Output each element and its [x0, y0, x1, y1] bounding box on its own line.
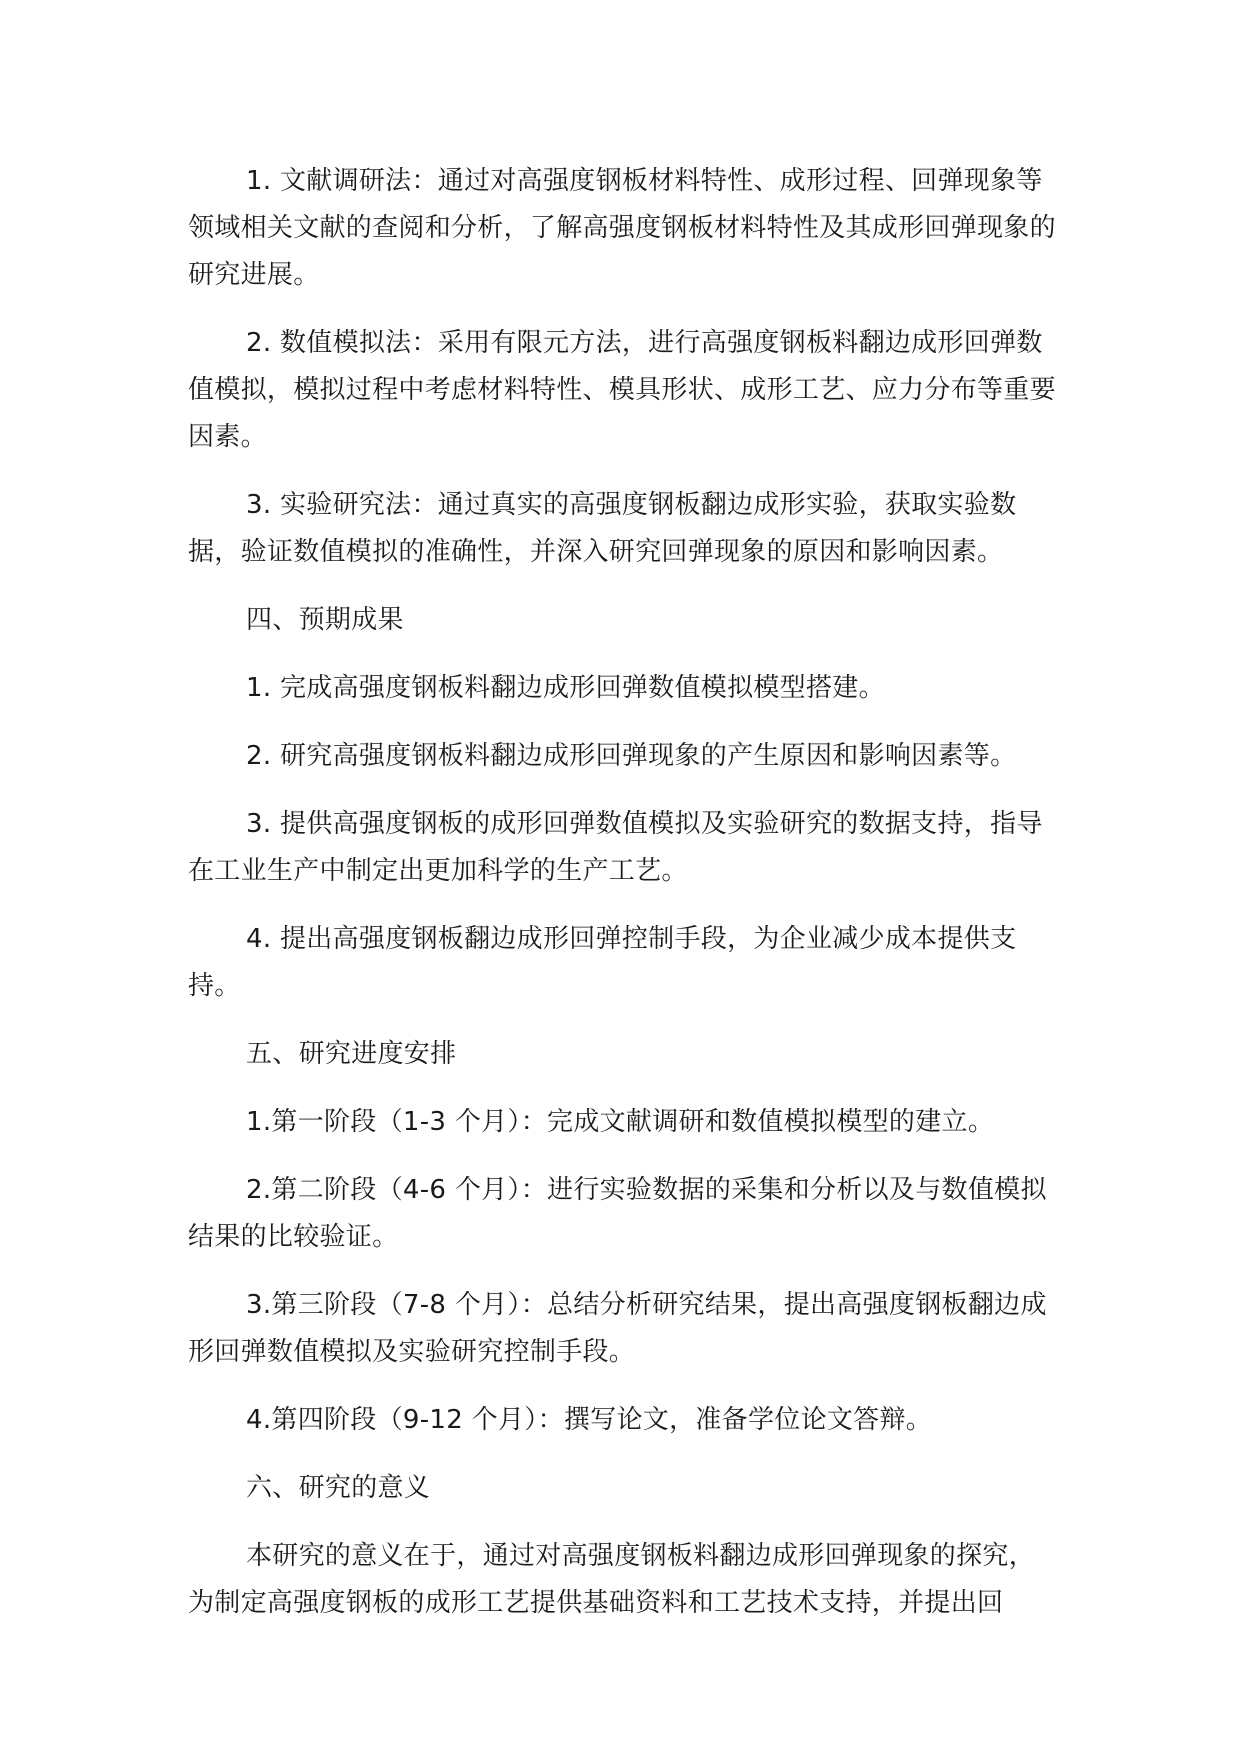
result-item-2: 2. 研究高强度钢板料翻边成形回弹现象的产生原因和影响因素等。 [246, 741, 1017, 771]
section-heading-significance: 六、研究的意义 [246, 1473, 431, 1503]
result-item-3: 3. 提供高强度钢板的成形回弹数值模拟及实验研究的数据支持，指导在工业生产中制定出更加科学的生产工艺。 [188, 809, 1043, 886]
method-item-simulation: 2. 数值模拟法：采用有限元方法，进行高强度钢板料翻边成形回弹数值模拟，模拟过程中考虑材料特性、模具形状、成形工艺、应力分布等重要因素。 [188, 328, 1056, 452]
section-heading-schedule: 五、研究进度安排 [246, 1039, 457, 1069]
document-page [188, 158, 1058, 1648]
method-item-experiment: 3. 实验研究法：通过真实的高强度钢板翻边成形实验，获取实验数据，验证数值模拟的准确性，并深入研究回弹现象的原因和影响因素。 [188, 490, 1017, 567]
section-heading-expected-results: 四、预期成果 [246, 605, 404, 635]
significance-body: 本研究的意义在于，通过对高强度钢板料翻边成形回弹现象的探究，为制定高强度钢板的成形工艺提供基础资料和工艺技术支持，并提出回 [188, 1541, 1036, 1618]
schedule-item-2: 2.第二阶段（4-6 个月）：进行实验数据的采集和分析以及与数值模拟结果的比较验证。 [188, 1175, 1047, 1252]
result-item-4: 4. 提出高强度钢板翻边成形回弹控制手段，为企业减少成本提供支持。 [188, 924, 1017, 1001]
schedule-item-1: 1.第一阶段（1-3 个月）：完成文献调研和数值模拟模型的建立。 [246, 1107, 995, 1137]
schedule-item-4: 4.第四阶段（9-12 个月）：撰写论文，准备学位论文答辩。 [246, 1405, 933, 1435]
schedule-item-3: 3.第三阶段（7-8 个月）：总结分析研究结果，提出高强度钢板翻边成形回弹数值模拟及实验研究控制手段。 [188, 1290, 1047, 1367]
method-item-literature: 1. 文献调研法：通过对高强度钢板材料特性、成形过程、回弹现象等领域相关文献的查阅和分析，了解高强度钢板材料特性及其成形回弹现象的研究进展。 [188, 166, 1056, 290]
result-item-1: 1. 完成高强度钢板料翻边成形回弹数值模拟模型搭建。 [246, 673, 885, 703]
